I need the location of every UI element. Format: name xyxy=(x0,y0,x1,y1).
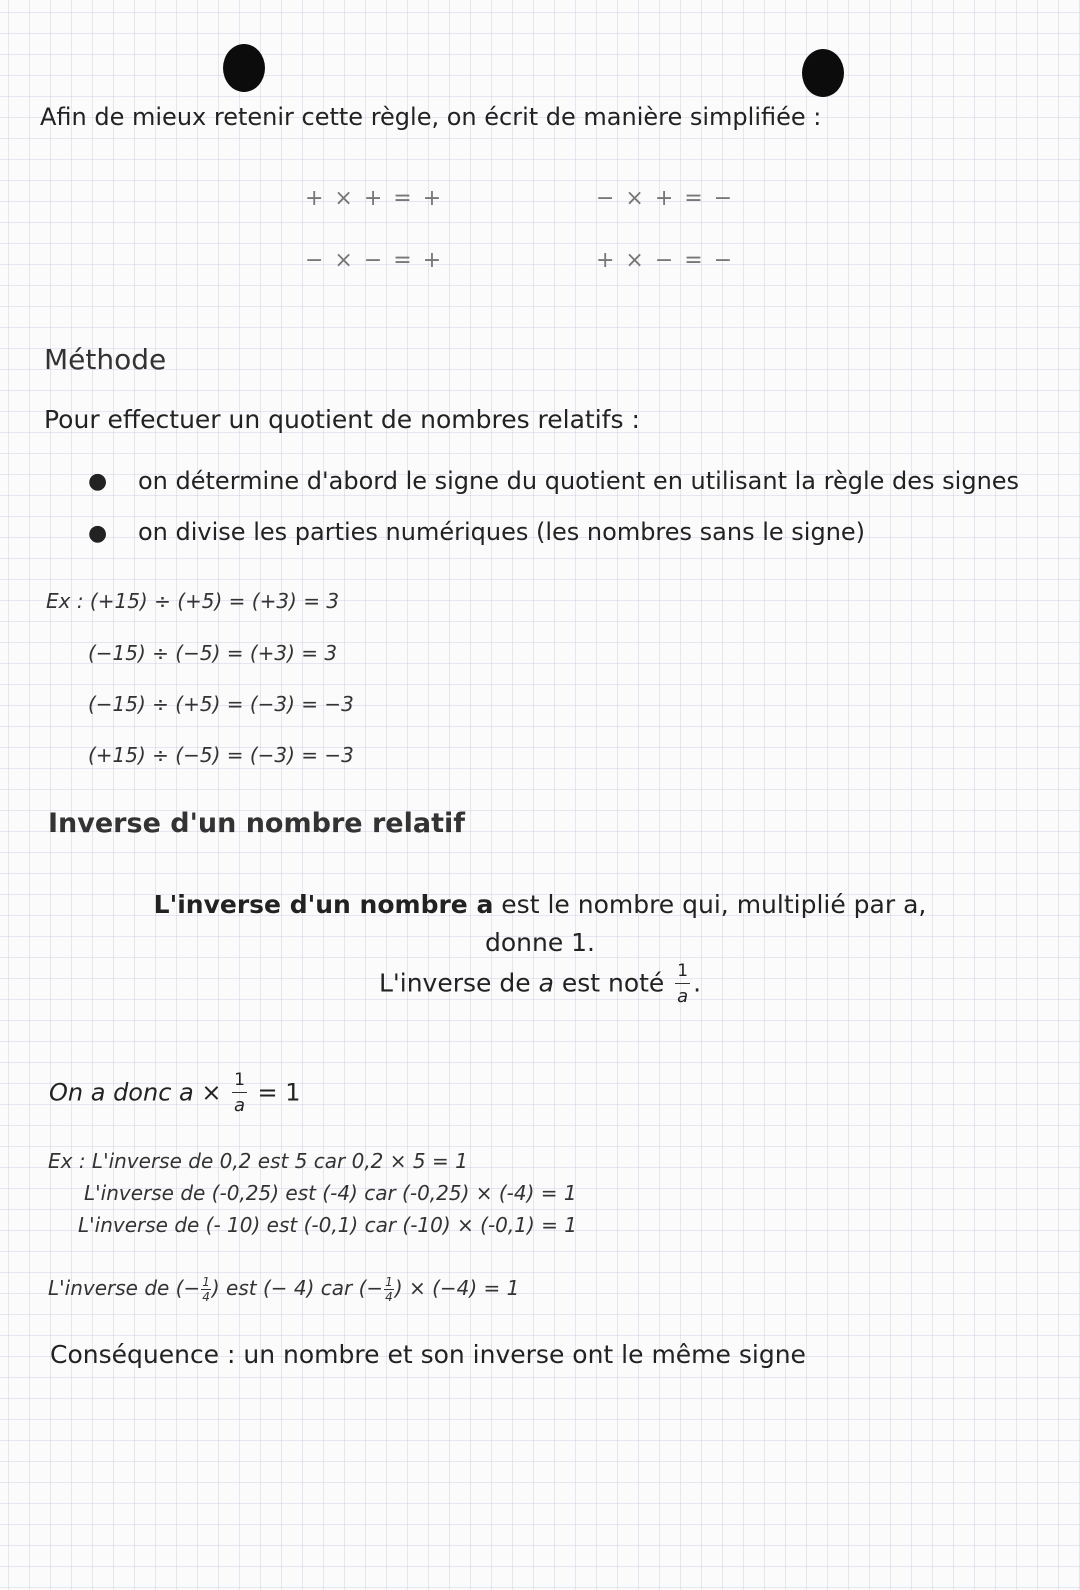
method-step: on divise les parties numériques (les nombres sans le signe) xyxy=(138,518,866,546)
sign-rule: + × + = + xyxy=(305,186,444,211)
fraction-numerator: 1 xyxy=(202,1275,210,1289)
definition-rest: est le nombre qui, multiplié par a, xyxy=(493,890,927,919)
intro-text: Afin de mieux retenir cette règle, on écrit de manière simplifiée : xyxy=(40,103,822,131)
division-example: (+15) ÷ (−5) = (−3) = −3 xyxy=(88,743,354,767)
notation-var: a xyxy=(538,968,554,998)
method-step: on détermine d'abord le signe du quotient en utilisant la règle des signes xyxy=(138,467,1020,495)
fraction-denominator: a xyxy=(677,986,689,1007)
sign-rule: − × + = − xyxy=(596,186,735,211)
sign-rule: − × − = + xyxy=(305,248,444,273)
donc-equation xyxy=(49,1072,301,1115)
fraction-1-over-4 xyxy=(201,1276,211,1303)
fraction-denominator: 4 xyxy=(385,1290,393,1304)
notation-post: est noté xyxy=(553,968,673,998)
inverse-definition-line2: donne 1. xyxy=(484,928,596,957)
fraction-numerator: 1 xyxy=(385,1275,393,1289)
division-example: (−15) ÷ (−5) = (+3) = 3 xyxy=(88,641,338,665)
inverse-example: L'inverse de (- 10) est (-0,1) car (-10) × (-0,1) = 1 xyxy=(78,1213,577,1237)
division-example: (−15) ÷ (+5) = (−3) = −3 xyxy=(88,692,354,716)
division-example: Ex : (+15) ÷ (+5) = (+3) = 3 xyxy=(46,589,340,613)
fraction-1-over-4 xyxy=(384,1276,394,1303)
notation-pre: L'inverse de xyxy=(378,968,539,998)
binder-hole-right xyxy=(802,49,844,97)
fraction-example-part: L'inverse de (− xyxy=(48,1276,201,1300)
inverse-example: Ex : L'inverse de 0,2 est 5 car 0,2 × 5 = 1 xyxy=(48,1149,468,1173)
method-title: Méthode xyxy=(44,343,167,376)
method-intro: Pour effectuer un quotient de nombres relatifs : xyxy=(44,405,640,434)
inverse-title: Inverse d'un nombre relatif xyxy=(48,808,465,839)
fraction-1-over-a xyxy=(232,1072,247,1115)
fraction-denominator: 4 xyxy=(202,1290,210,1304)
inverse-notation xyxy=(0,963,1080,1006)
fraction-denominator: a xyxy=(233,1095,246,1116)
notation-end: . xyxy=(693,968,702,998)
fraction-numerator: 1 xyxy=(232,1072,247,1093)
consequence-text: Conséquence : un nombre et son inverse ont le même signe xyxy=(50,1340,806,1369)
bullet-dot: ● xyxy=(88,469,108,494)
fraction-numerator: 1 xyxy=(675,963,690,984)
donc-pre: On a donc a × xyxy=(49,1078,230,1107)
fraction-example-part: ) × (−4) = 1 xyxy=(394,1276,520,1300)
bullet-dot: ● xyxy=(88,521,108,546)
sign-rule: + × − = − xyxy=(596,248,735,273)
donc-post: = 1 xyxy=(249,1078,301,1107)
binder-hole-left xyxy=(223,44,265,92)
inverse-definition xyxy=(0,890,1080,919)
fraction-example-part: ) est (− 4) car (− xyxy=(211,1276,384,1300)
inverse-fraction-example xyxy=(48,1276,519,1303)
definition-term: L'inverse d'un nombre a xyxy=(153,890,494,919)
inverse-example: L'inverse de (-0,25) est (-4) car (-0,25) × (-4) = 1 xyxy=(84,1181,577,1205)
fraction-1-over-a xyxy=(675,963,690,1006)
